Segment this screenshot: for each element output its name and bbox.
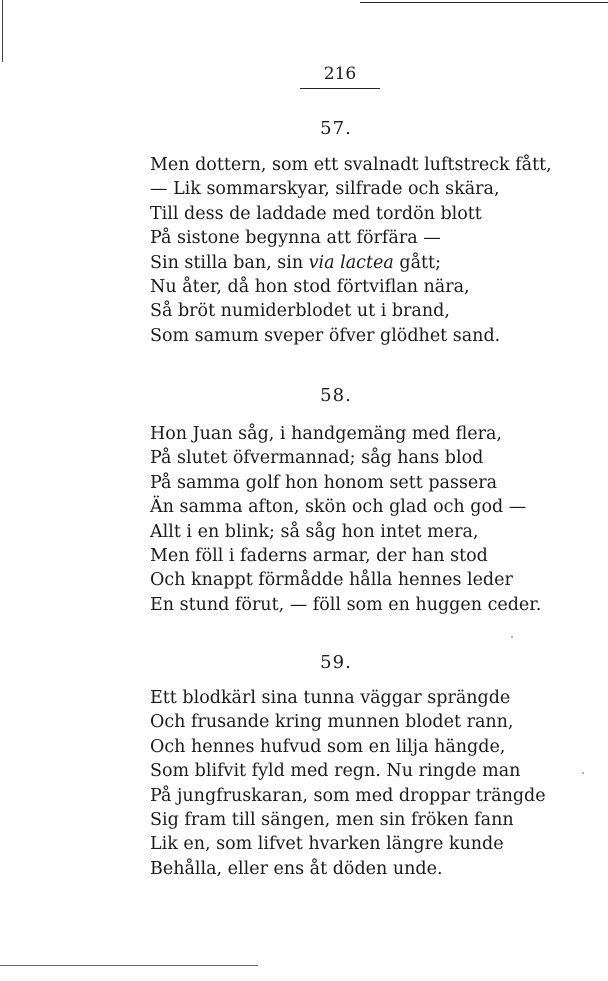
- verse-line: — Lik sommarskyar, silfrade och skära,: [150, 179, 500, 200]
- verse-line: Och frusande kring munnen blodet rann,: [150, 712, 514, 733]
- bottom-edge-rule: [0, 965, 258, 966]
- verse-line: Hon Juan såg, i handgemäng med flera,: [150, 424, 502, 444]
- verse-line: Sin stilla ban, sin via lactea gått;: [150, 252, 441, 273]
- stanza-number: 58.: [320, 385, 352, 406]
- verse-line: Men föll i faderns armar, der han stod: [150, 546, 488, 567]
- print-speck: [582, 772, 584, 774]
- verse-line: En stund förut, — föll som en huggen ceder.: [150, 594, 542, 615]
- stanza-number: 59.: [320, 652, 352, 673]
- verse-line: På jungfruskaran, som med droppar trängde: [150, 785, 546, 806]
- verse-line: Behålla, eller ens åt döden unde.: [150, 858, 443, 879]
- stanza-57: [150, 153, 552, 348]
- stanza-59: [150, 686, 545, 881]
- verse-line: Som blifvit fyld med regn. Nu ringde man: [150, 761, 521, 782]
- stanza-number: 57.: [320, 118, 352, 139]
- verse-line: På slutet öfvermannad; såg hans blod: [150, 448, 484, 469]
- verse-line: Till dess de laddade med tordön blott: [150, 203, 482, 224]
- page-number-text: 216: [323, 64, 357, 84]
- verse-line: Lik en, som lifvet hvarken längre kunde: [150, 834, 504, 855]
- page-number: [300, 64, 380, 89]
- verse-line: Men dottern, som ett svalnadt luftstreck fått,: [150, 155, 552, 175]
- verse-line: Sig fram till sängen, men sin fröken fann: [150, 810, 514, 831]
- verse-line: Som samum sveper öfver glödhet sand.: [150, 325, 501, 346]
- verse-line: På sistone begynna att förfära —: [150, 228, 441, 249]
- verse-line: Nu åter, då hon stod förtviflan nära,: [150, 277, 470, 298]
- left-edge-rule: [2, 0, 3, 62]
- verse-line: På samma golf hon honom sett passera: [150, 472, 498, 493]
- verse-line: Allt i en blink; så såg hon intet mera,: [150, 521, 479, 542]
- print-speck: [511, 636, 513, 638]
- verse-line: Så bröt numiderblodet ut i brand,: [150, 301, 450, 322]
- verse-line: Än samma afton, skön och glad och god —: [150, 497, 527, 518]
- verse-line: Och hennes hufvud som en lilja hängde,: [150, 736, 506, 757]
- verse-line: Ett blodkärl sina tunna väggar sprängde: [150, 688, 511, 708]
- top-edge-rule: [360, 2, 608, 3]
- verse-line: Och knappt förmådde hålla hennes leder: [150, 570, 513, 591]
- stanza-58: [150, 422, 545, 617]
